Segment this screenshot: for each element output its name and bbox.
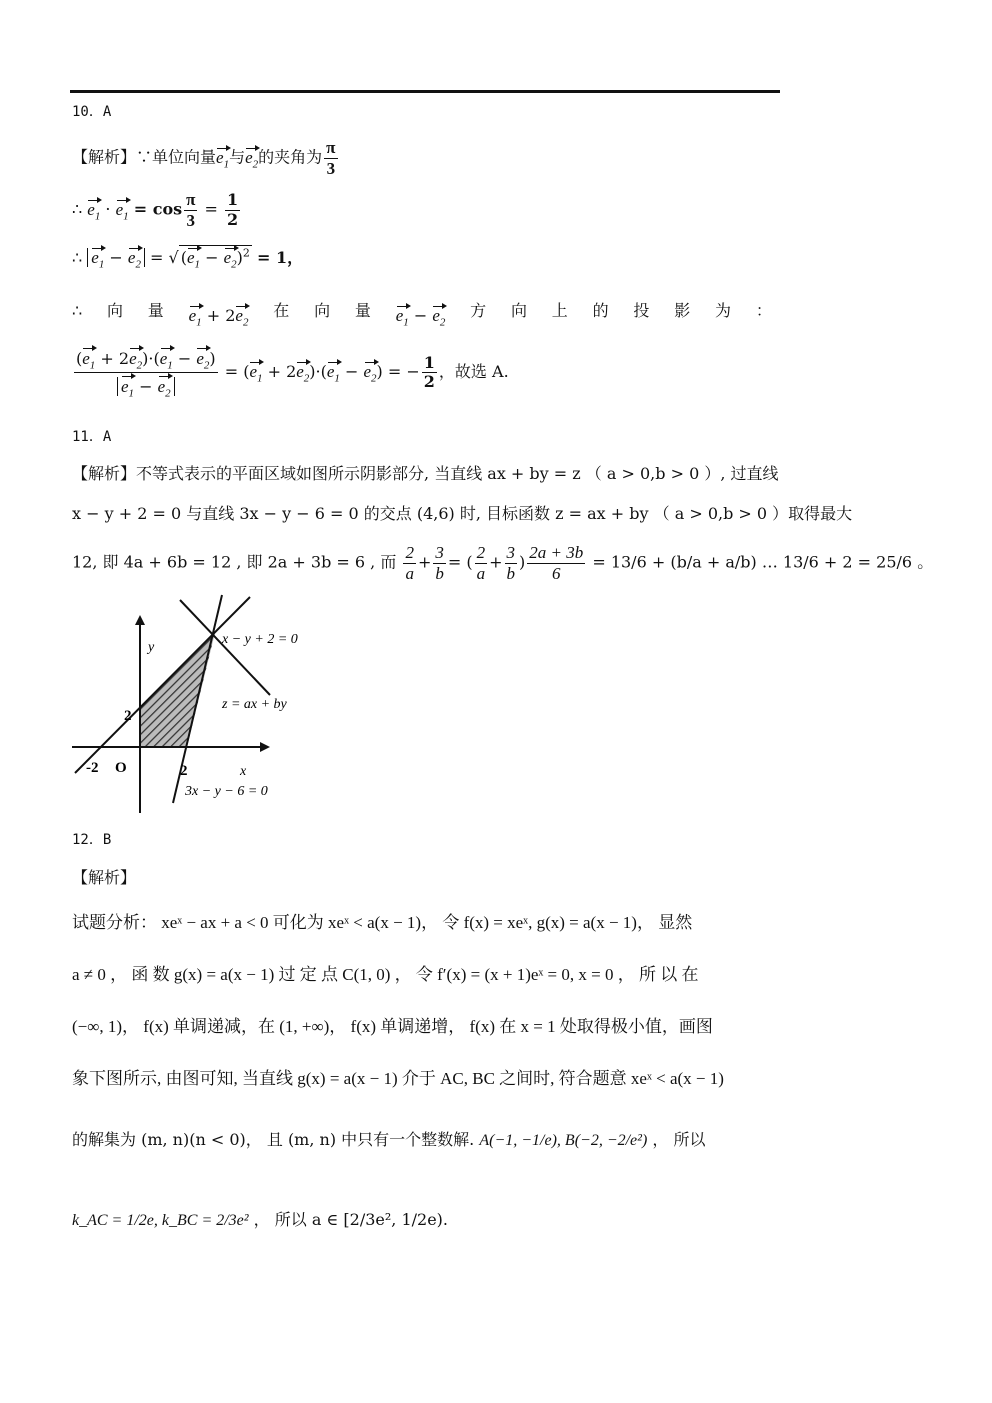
label-2-x: 2 — [180, 763, 188, 779]
q10-given: 【解析】∵单位向量$e_1$与$e_2$的夹角为 $\frac{\pi}{3}$ — [72, 138, 336, 178]
q12-jiexi: 【解析】 — [72, 868, 137, 887]
q10-norm: ∴ $e_1 - e_2$ = √ $(e_1 - e_2)^2 = 1$， — [72, 246, 304, 271]
q10-projection-words: ∴ 向 量 $e_1 + 2e_2$ 在 向 量 $e_1 - e_2$ 方 向 上 的 投 影 为 ： — [72, 301, 772, 329]
label-line1: x − y + 2 = 0 — [222, 632, 298, 647]
q10-final: $\frac{(e_1 + 2e_2)\cdot(e_1 - e_2)}{e_1 - e_2}$ = $(e_1 + 2e_2)\cdot(e_1 - e_2)$ = − $\frac{1}{2}$ ，故选 A. — [72, 345, 509, 400]
q12-p5: 的解集为 (m, n)(n < 0)， 且 (m, n) 中只有一个整数解. A(−1, −1/e), B(−2, −2/e²) ， 所以 — [72, 1130, 706, 1149]
q12-p3: (−∞, 1)， f(x) 单调递减，在 (1, +∞)， f(x) 单调递增， f(x) 在 x = 1 处取得极小值，画图 — [72, 1017, 713, 1036]
q12-header: 12．B — [72, 832, 112, 848]
q10-header: 10．A — [72, 104, 112, 120]
y-axis-arrow — [135, 615, 145, 625]
q10-dot-product: ∴ $e_1 \cdot e_1 = \cos$ $\frac{\pi}{3}$ = $\frac{1}{2}$ — [72, 190, 239, 230]
header-rule — [70, 90, 780, 93]
q12-p4: 象下图所示, 由图可知, 当直线 g(x) = a(x − 1) 介于 AC, BC 之间时, 符合题意 xeˣ < a(x − 1) — [72, 1069, 724, 1088]
label-origin: O — [115, 760, 127, 776]
q11-header: 11．A — [72, 429, 112, 445]
label-objective: z = ax + by — [222, 697, 287, 712]
label-2-y: 2 — [124, 708, 132, 724]
label-line2: 3x − y − 6 = 0 — [185, 784, 268, 799]
q11-line2: x − y + 2 = 0 与直线 3x − y − 6 = 0 的交点 (4,6) 时, 目标函数 z = ax + by （ a > 0,b > 0 ）取得最大 — [72, 504, 853, 523]
x-axis-arrow — [260, 742, 270, 752]
feasible-region-figure — [60, 585, 320, 820]
label-y: y — [148, 640, 155, 655]
q11-line3: 12, 即 4a + 6b = 12 , 即 2a + 3b = 6 , 而 $\frac{2}{a}$ + $\frac{3}{b}$ = ( $\frac{2}{a}$ + $\frac{3}{b}$ ) $\frac{2a + 3b}{6}$ = 13/6 + (b/a + a/b) … 13/6 + 2 = 25/6 。 — [72, 543, 934, 583]
q12-p1: 试题分析： xeˣ − ax + a < 0 可化为 xeˣ < a(x − 1)， 令 f(x) = xeˣ, g(x) = a(x − 1)， 显然 — [72, 913, 693, 932]
q12-p6: k_AC = 1/2e, k_BC = 2/3e² ， 所以 a ∈ [2/3e², 1/2e). — [72, 1210, 448, 1229]
label-x: x — [240, 764, 247, 779]
label-neg2: -2 — [86, 760, 99, 776]
q11-line1: 【解析】不等式表示的平面区域如图所示阴影部分, 当直线 ax + by = z （ a > 0,b > 0 ）, 过直线 — [72, 464, 779, 483]
q12-p2: a ≠ 0 ， 函 数 g(x) = a(x − 1) 过 定 点 C(1, 0) ， 令 f′(x) = (x + 1)eˣ = 0, x = 0 ， 所 以 在 — [72, 965, 699, 984]
